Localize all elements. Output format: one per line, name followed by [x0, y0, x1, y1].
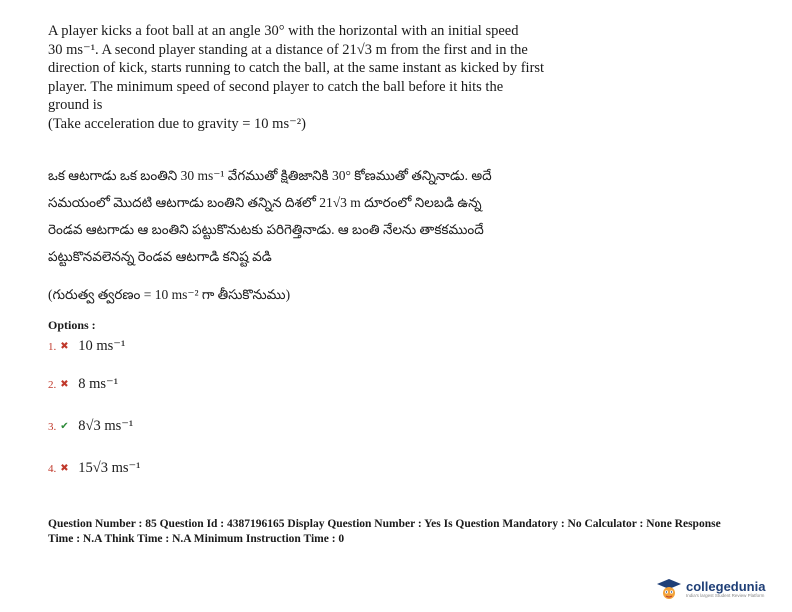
question-metadata [48, 517, 768, 547]
option-number: 4. [48, 462, 57, 475]
logo-tagline: India's largest Student Review Platform [686, 592, 765, 598]
option-number: 2. [48, 378, 57, 391]
collegedunia-logo [656, 578, 765, 600]
question-english [48, 22, 576, 133]
option-3[interactable] [48, 418, 133, 435]
question-telugu-gravity-note: (గురుత్వ త్వరణం = 10 ms⁻² గా తీసుకొనుము) [48, 287, 291, 302]
question-text-line: A player kicks a foot ball at an angle 30° with the horizontal with an initial speed [48, 23, 519, 39]
question-text-line: సమయంలో మొదటి ఆటగాడు బంతిని తన్నిన దిశలో 21√3 m దూరంలో నిలబడి ఉన్న [48, 195, 482, 210]
metadata-line: Question Number : 85 Question Id : 4387196165 Display Question Number : Yes Is Question Mandatory : No Calculator : None Response [48, 518, 721, 530]
option-text: 8√3 ms⁻¹ [78, 418, 134, 434]
option-1[interactable] [48, 338, 125, 355]
question-text-line: ground is [48, 97, 103, 113]
question-text-line: 30 ms⁻¹. A second player standing at a distance of 21√3 m from the first and in the [48, 41, 528, 58]
question-text-line: player. The minimum speed of second player to catch the ball before it hits the [48, 78, 504, 95]
question-text-line: direction of kick, starts running to catch the ball, at the same instant as kicked by first [48, 60, 545, 76]
checkmark-icon: ✔ [60, 421, 69, 432]
metadata-line: Time : N.A Think Time : N.A Minimum Instruction Time : 0 [48, 533, 345, 545]
option-2[interactable] [48, 376, 118, 393]
graduation-mascot-icon [656, 578, 682, 600]
cross-icon: ✖ [60, 379, 69, 390]
option-number: 1. [48, 340, 57, 353]
question-text-line: (Take acceleration due to gravity = 10 ms⁻²) [48, 115, 306, 132]
option-4[interactable] [48, 460, 141, 477]
option-text: 10 ms⁻¹ [78, 338, 126, 354]
question-text-line: పట్టుకొనవలెనన్న రెండవ ఆటగాడి కనిష్ట వడి [48, 249, 272, 264]
option-text: 8 ms⁻¹ [78, 376, 119, 392]
question-text-line: రెండవ ఆటగాడు ఆ బంతిని పట్టుకొనుటకు పరిగెత్తినాడు. ఆ బంతి నేలను తాకకముందే [48, 222, 484, 237]
question-text-line: ఒక ఆటగాడు ఒక బంతిని 30 ms⁻¹ వేగముతో క్షితిజానికి 30° కోణముతో తన్నినాడు. అదే [48, 168, 492, 183]
option-number: 3. [48, 420, 57, 433]
cross-icon: ✖ [60, 463, 69, 474]
question-telugu [48, 162, 576, 270]
option-text: 15√3 ms⁻¹ [78, 460, 141, 476]
options-label: Options : [48, 318, 96, 332]
logo-text: collegedunia [686, 578, 766, 594]
cross-icon: ✖ [60, 341, 69, 352]
